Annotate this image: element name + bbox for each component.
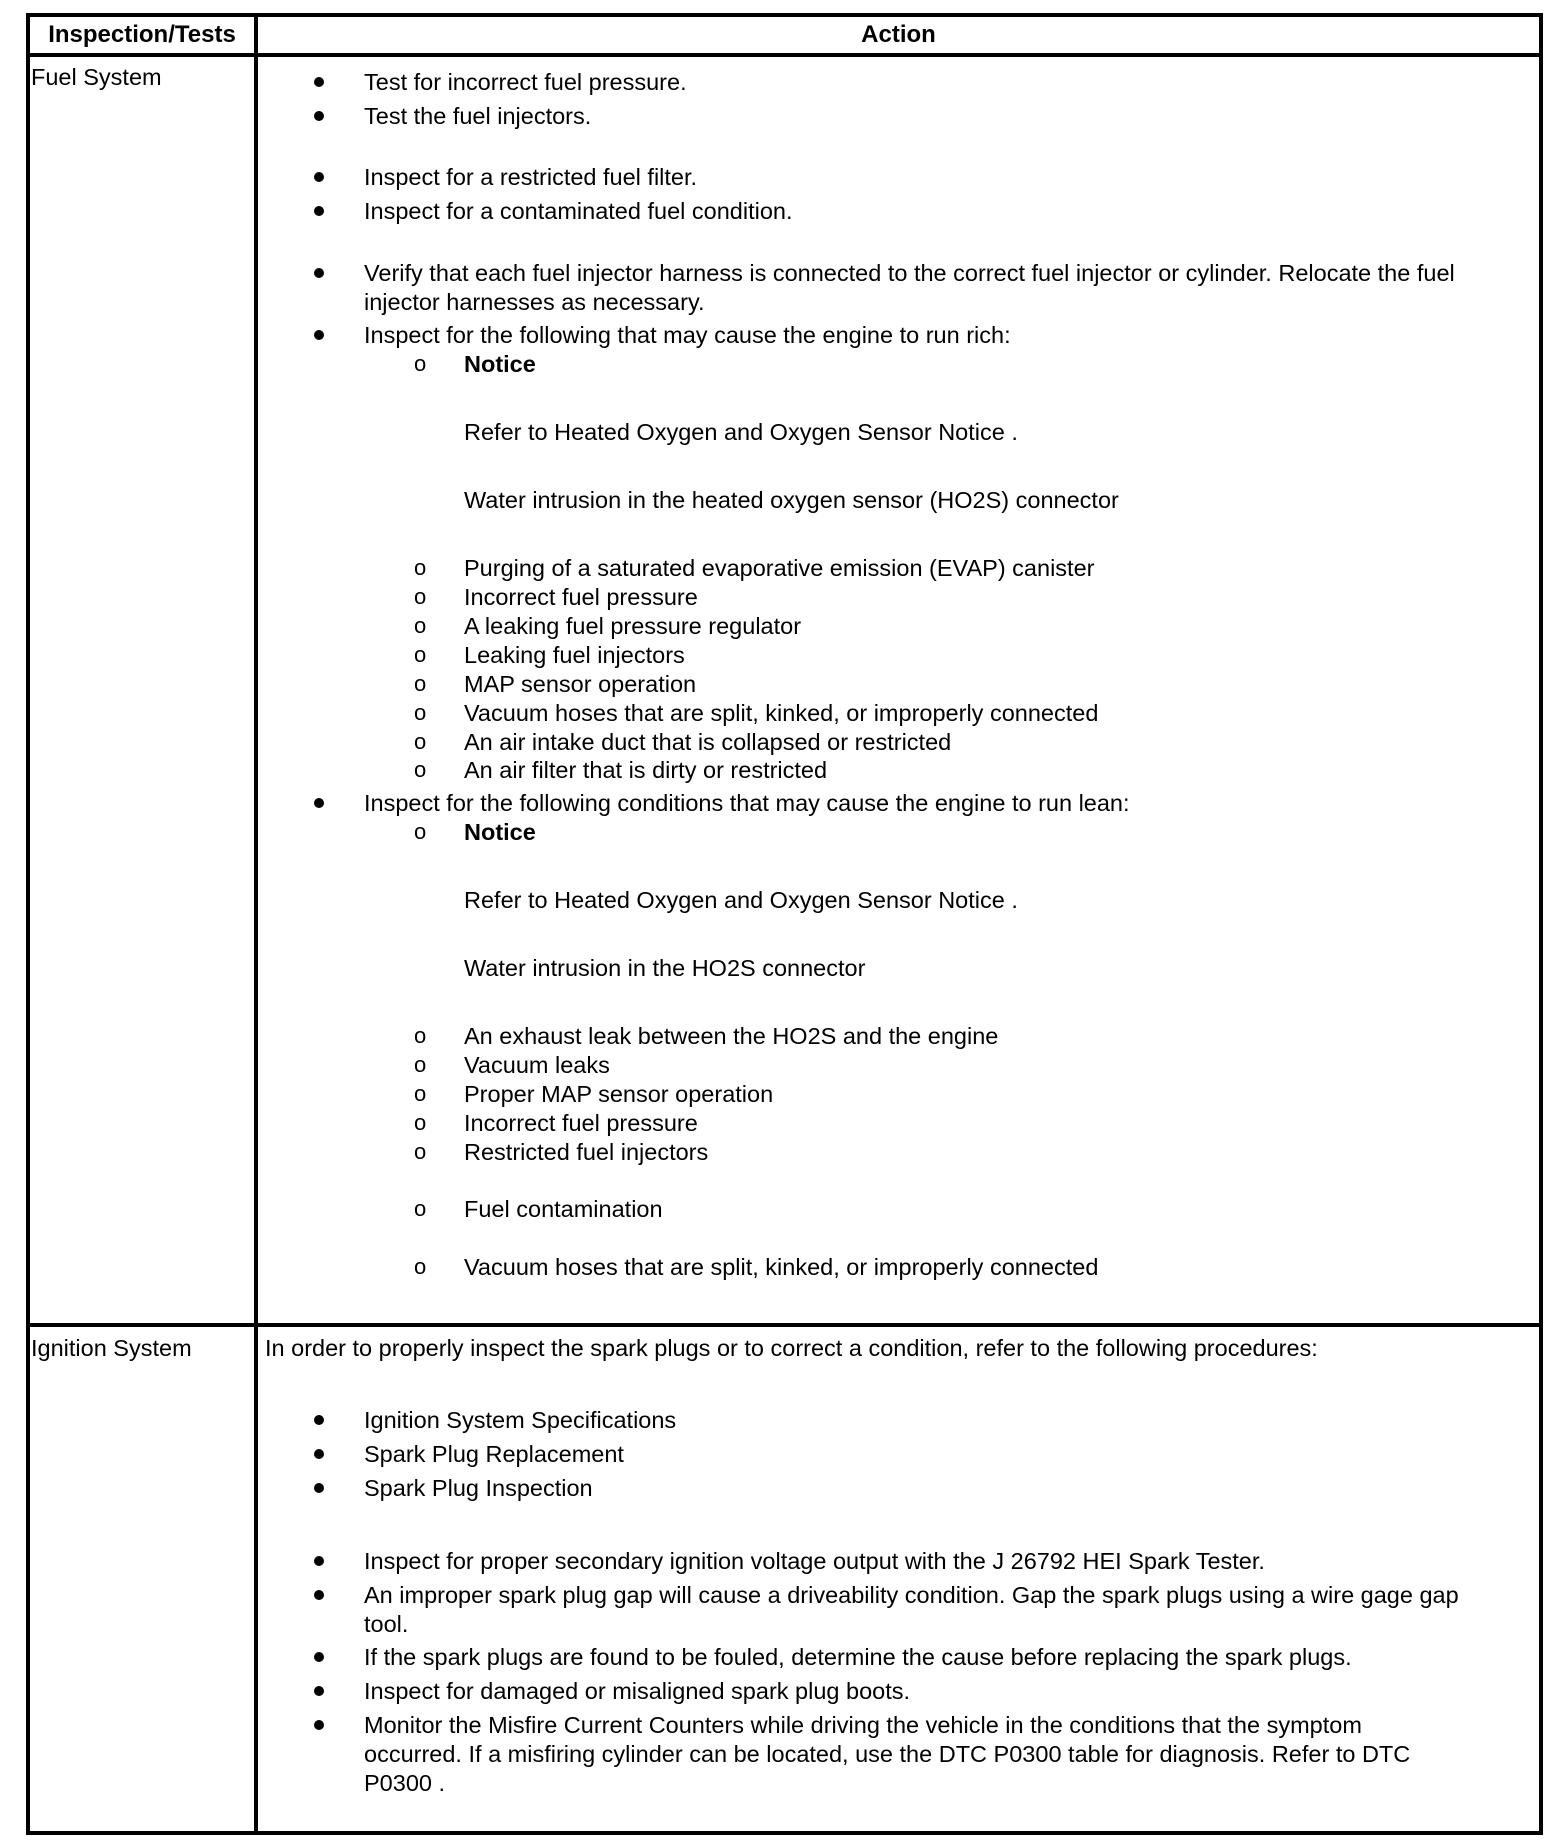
bullet [314, 330, 324, 340]
notice-heading: Notice [464, 819, 536, 845]
sub-list-item: An exhaust leak between the HO2S and the engine [464, 1023, 999, 1049]
sub-bullet: o [414, 584, 427, 609]
notice-text: Refer to Heated Oxygen and Oxygen Sensor Notice . [464, 419, 1018, 445]
sub-bullet: o [414, 351, 427, 376]
sub-bullet: o [414, 729, 427, 754]
notice-text: Refer to Heated Oxygen and Oxygen Sensor Notice . [464, 887, 1018, 913]
list-item: Verify that each fuel injector harness is connected to the correct fuel injector or cylinder. Relocate the fuel [364, 260, 1455, 286]
row-label-ignition-system: Ignition System [31, 1335, 192, 1361]
list-item-continuation: injector harnesses as necessary. [364, 289, 705, 315]
list-item: Test the fuel injectors. [364, 103, 592, 129]
list-item: An improper spark plug gap will cause a driveability condition. Gap the spark plugs using a wire gage gap [364, 1582, 1459, 1608]
procedure-link[interactable]: Spark Plug Inspection [364, 1475, 593, 1501]
sub-list-item: An air filter that is dirty or restricted [464, 757, 828, 783]
sub-bullet: o [414, 1254, 427, 1279]
bullet [314, 1590, 324, 1600]
bullet [314, 172, 324, 182]
list-item-continuation: P0300 . [364, 1770, 446, 1796]
bullet [314, 1415, 324, 1425]
bullet [314, 77, 324, 87]
sub-bullet: o [414, 1110, 427, 1135]
sub-bullet: o [414, 555, 427, 580]
bullet [314, 111, 324, 121]
bullet [314, 1686, 324, 1696]
row-label-fuel-system: Fuel System [31, 64, 162, 90]
bullet [314, 1483, 324, 1493]
list-item: Inspect for a contaminated fuel condition. [364, 198, 793, 224]
row-divider [26, 1323, 1543, 1327]
sub-bullet: o [414, 757, 427, 782]
procedure-link[interactable]: Spark Plug Replacement [364, 1441, 624, 1467]
procedure-link[interactable]: Ignition System Specifications [364, 1407, 677, 1433]
header-action: Action [861, 21, 936, 48]
list-item-continuation: tool. [364, 1611, 409, 1637]
ignition-intro: In order to properly inspect the spark plugs or to correct a condition, refer to the following procedures: [265, 1335, 1318, 1361]
list-item: Test for incorrect fuel pressure. [364, 69, 687, 95]
bullet [314, 1449, 324, 1459]
list-item-continuation: occurred. If a misfiring cylinder can be located, use the DTC P0300 table for diagnosis. Refer to DTC [364, 1741, 1411, 1767]
sub-list-item: Purging of a saturated evaporative emission (EVAP) canister [464, 555, 1095, 581]
sub-list-item: A leaking fuel pressure regulator [464, 613, 802, 639]
list-item: If the spark plugs are found to be fouled, determine the cause before replacing the spark plugs. [364, 1644, 1352, 1670]
sub-bullet: o [414, 819, 427, 844]
sub-list-item: Leaking fuel injectors [464, 642, 685, 668]
sub-list-item: Incorrect fuel pressure [464, 584, 698, 610]
sub-list-item: Incorrect fuel pressure [464, 1110, 698, 1136]
sub-bullet: o [414, 700, 427, 725]
sub-list-item: An air intake duct that is collapsed or restricted [464, 729, 952, 755]
list-item: Inspect for a restricted fuel filter. [364, 164, 698, 190]
bullet [314, 798, 324, 808]
sub-bullet: o [414, 1139, 427, 1164]
bullet [314, 1720, 324, 1730]
bullet [314, 1652, 324, 1662]
header-inspection-tests: Inspection/Tests [48, 21, 236, 48]
sub-list-item: Proper MAP sensor operation [464, 1081, 774, 1107]
header-divider [26, 53, 1543, 57]
notice-heading: Notice [464, 351, 536, 377]
sub-list-item: Fuel contamination [464, 1196, 663, 1222]
column-divider [254, 13, 258, 1835]
sub-list-item: MAP sensor operation [464, 671, 697, 697]
list-item: Monitor the Misfire Current Counters while driving the vehicle in the conditions that the symptom [364, 1712, 1362, 1738]
notice-text: Water intrusion in the HO2S connector [464, 955, 866, 981]
list-item: Inspect for the following conditions that may cause the engine to run lean: [364, 790, 1130, 816]
list-item: Inspect for proper secondary ignition voltage output with the J 26792 HEI Spark Tester. [364, 1548, 1265, 1574]
sub-bullet: o [414, 1052, 427, 1077]
bullet [314, 1556, 324, 1566]
sub-bullet: o [414, 1081, 427, 1106]
sub-bullet: o [414, 1196, 427, 1221]
sub-list-item: Vacuum hoses that are split, kinked, or improperly connected [464, 1254, 1099, 1280]
sub-bullet: o [414, 642, 427, 667]
bullet [314, 268, 324, 278]
bullet [314, 206, 324, 216]
sub-bullet: o [414, 613, 427, 638]
list-item: Inspect for the following that may cause the engine to run rich: [364, 322, 1011, 348]
list-item: Inspect for damaged or misaligned spark plug boots. [364, 1678, 911, 1704]
sub-list-item: Vacuum hoses that are split, kinked, or improperly connected [464, 700, 1099, 726]
notice-text: Water intrusion in the heated oxygen sensor (HO2S) connector [464, 487, 1119, 513]
sub-list-item: Vacuum leaks [464, 1052, 610, 1078]
sub-bullet: o [414, 671, 427, 696]
sub-list-item: Restricted fuel injectors [464, 1139, 709, 1165]
sub-bullet: o [414, 1023, 427, 1048]
